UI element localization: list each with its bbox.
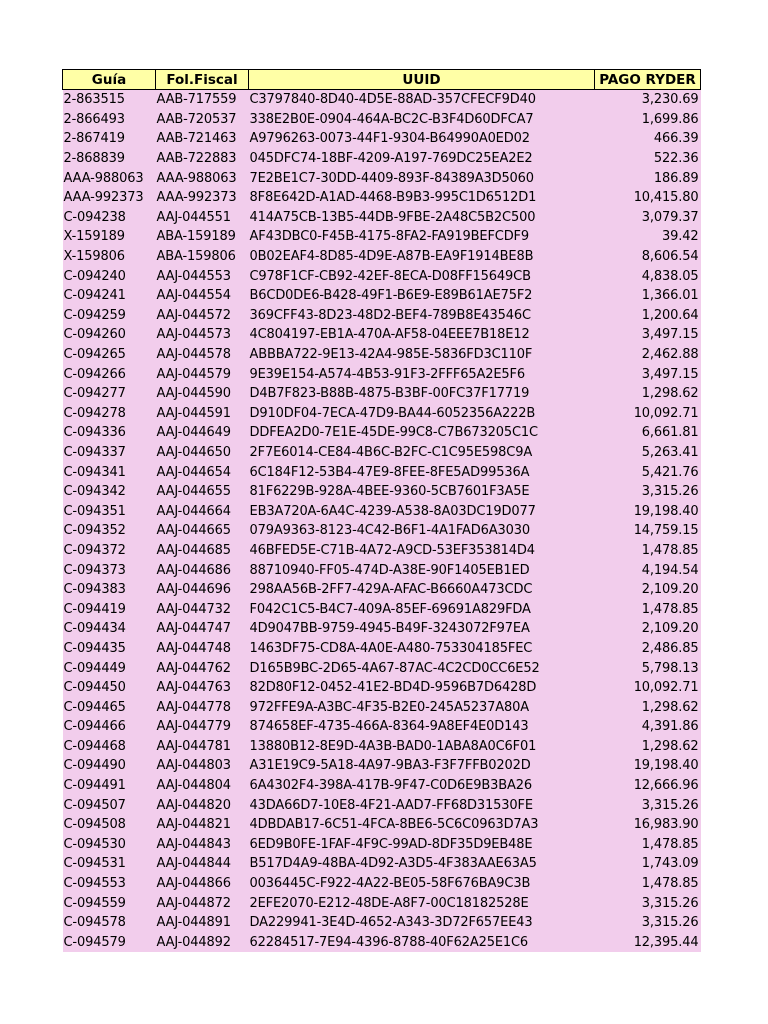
table-row <box>63 737 701 757</box>
guia-cell: C-094373 <box>63 560 156 580</box>
pago-ryder-cell: 10,092.71 <box>595 404 701 424</box>
fol-fiscal-cell: AAJ-044866 <box>156 874 249 894</box>
guia-cell: C-094434 <box>63 619 156 639</box>
table-row <box>63 247 701 267</box>
uuid-cell: 298AA56B-2FF7-429A-AFAC-B6660A473CDC <box>249 580 595 600</box>
guia-cell: C-094383 <box>63 580 156 600</box>
guia-cell: C-094240 <box>63 266 156 286</box>
uuid-cell: 46BFED5E-C71B-4A72-A9CD-53EF353814D4 <box>249 541 595 561</box>
guia-cell: C-094352 <box>63 521 156 541</box>
uuid-cell: 874658EF-4735-466A-8364-9A8EF4E0D143 <box>249 717 595 737</box>
fol-fiscal-cell: AAJ-044572 <box>156 306 249 326</box>
guia-cell: C-094341 <box>63 462 156 482</box>
table-row <box>63 541 701 561</box>
pago-ryder-cell: 3,315.26 <box>595 893 701 913</box>
guia-cell: X-159806 <box>63 247 156 267</box>
table-row <box>63 364 701 384</box>
guia-cell: AAA-988063 <box>63 168 156 188</box>
fol-fiscal-cell: AAB-720537 <box>156 110 249 130</box>
pago-ryder-cell: 16,983.90 <box>595 815 701 835</box>
table-row <box>63 168 701 188</box>
guia-cell: C-094336 <box>63 423 156 443</box>
uuid-cell: B6CD0DE6-B428-49F1-B6E9-E89B61AE75F2 <box>249 286 595 306</box>
guia-cell: C-094435 <box>63 639 156 659</box>
fol-fiscal-cell: AAJ-044554 <box>156 286 249 306</box>
uuid-cell: 6A4302F4-398A-417B-9F47-C0D6E9B3BA26 <box>249 776 595 796</box>
table-row <box>63 835 701 855</box>
uuid-cell: D165B9BC-2D65-4A67-87AC-4C2CD0CC6E52 <box>249 658 595 678</box>
pago-ryder-cell: 1,743.09 <box>595 854 701 874</box>
fol-fiscal-cell: AAJ-044685 <box>156 541 249 561</box>
guia-cell: 2-868839 <box>63 149 156 169</box>
table-row <box>63 325 701 345</box>
fol-fiscal-cell: ABA-159189 <box>156 227 249 247</box>
table-row <box>63 423 701 443</box>
pago-ryder-cell: 10,415.80 <box>595 188 701 208</box>
fol-fiscal-cell: AAJ-044573 <box>156 325 249 345</box>
table-row <box>63 815 701 835</box>
pago-ryder-cell: 2,109.20 <box>595 580 701 600</box>
fol-fiscal-cell: AAJ-044781 <box>156 737 249 757</box>
fol-fiscal-cell: AAJ-044650 <box>156 443 249 463</box>
table-row <box>63 208 701 228</box>
fol-fiscal-cell: AAB-717559 <box>156 90 249 110</box>
fol-fiscal-cell: AAJ-044891 <box>156 913 249 933</box>
table-row <box>63 933 701 953</box>
pago-ryder-cell: 3,315.26 <box>595 482 701 502</box>
fol-fiscal-cell: AAJ-044762 <box>156 658 249 678</box>
table-row <box>63 756 701 776</box>
uuid-cell: 2F7E6014-CE84-4B6C-B2FC-C1C95E598C9A <box>249 443 595 463</box>
table-row <box>63 580 701 600</box>
table-row <box>63 854 701 874</box>
pago-ryder-cell: 4,838.05 <box>595 266 701 286</box>
guia-cell: C-094508 <box>63 815 156 835</box>
uuid-cell: 62284517-7E94-4396-8788-40F62A25E1C6 <box>249 933 595 953</box>
guia-cell: C-094530 <box>63 835 156 855</box>
fol-fiscal-cell: AAJ-044553 <box>156 266 249 286</box>
fol-fiscal-cell: AAA-988063 <box>156 168 249 188</box>
pago-ryder-cell: 1,478.85 <box>595 599 701 619</box>
pago-ryder-cell: 14,759.15 <box>595 521 701 541</box>
pago-ryder-cell: 3,497.15 <box>595 364 701 384</box>
fol-fiscal-cell: ABA-159806 <box>156 247 249 267</box>
guia-cell: C-094507 <box>63 795 156 815</box>
pago-ryder-cell: 19,198.40 <box>595 756 701 776</box>
pago-ryder-cell: 2,486.85 <box>595 639 701 659</box>
table-row <box>63 560 701 580</box>
header-uuid: UUID <box>249 70 595 90</box>
uuid-cell: B517D4A9-48BA-4D92-A3D5-4F383AAE63A5 <box>249 854 595 874</box>
guia-cell: C-094238 <box>63 208 156 228</box>
pago-ryder-cell: 3,079.37 <box>595 208 701 228</box>
fol-fiscal-cell: AAJ-044779 <box>156 717 249 737</box>
table-row <box>63 443 701 463</box>
guia-cell: C-094491 <box>63 776 156 796</box>
uuid-cell: C3797840-8D40-4D5E-88AD-357CFECF9D40 <box>249 90 595 110</box>
table-row <box>63 306 701 326</box>
table-row <box>63 678 701 698</box>
pago-ryder-cell: 3,497.15 <box>595 325 701 345</box>
guia-cell: 2-863515 <box>63 90 156 110</box>
pago-ryder-cell: 4,194.54 <box>595 560 701 580</box>
fol-fiscal-cell: AAJ-044551 <box>156 208 249 228</box>
table-row <box>63 619 701 639</box>
pago-ryder-cell: 1,200.64 <box>595 306 701 326</box>
table-row <box>63 482 701 502</box>
pago-ryder-cell: 3,315.26 <box>595 913 701 933</box>
uuid-cell: 2EFE2070-E212-48DE-A8F7-00C18182528E <box>249 893 595 913</box>
guia-cell: C-094578 <box>63 913 156 933</box>
fol-fiscal-cell: AAJ-044778 <box>156 697 249 717</box>
pago-ryder-cell: 5,421.76 <box>595 462 701 482</box>
pago-ryder-cell: 522.36 <box>595 149 701 169</box>
table-row <box>63 149 701 169</box>
guia-cell: X-159189 <box>63 227 156 247</box>
pago-ryder-cell: 8,606.54 <box>595 247 701 267</box>
guia-cell: C-094466 <box>63 717 156 737</box>
fol-fiscal-cell: AAJ-044578 <box>156 345 249 365</box>
table-row <box>63 462 701 482</box>
guia-cell: AAA-992373 <box>63 188 156 208</box>
uuid-cell: 338E2B0E-0904-464A-BC2C-B3F4D60DFCA7 <box>249 110 595 130</box>
table-row <box>63 913 701 933</box>
pago-ryder-cell: 19,198.40 <box>595 501 701 521</box>
pago-ryder-cell: 5,798.13 <box>595 658 701 678</box>
guia-cell: C-094465 <box>63 697 156 717</box>
pago-ryder-cell: 39.42 <box>595 227 701 247</box>
header-row <box>63 70 701 90</box>
fol-fiscal-cell: AAJ-044579 <box>156 364 249 384</box>
pago-ryder-cell: 2,462.88 <box>595 345 701 365</box>
fol-fiscal-cell: AAJ-044655 <box>156 482 249 502</box>
table-row <box>63 717 701 737</box>
fol-fiscal-cell: AAJ-044872 <box>156 893 249 913</box>
fol-fiscal-cell: AAJ-044747 <box>156 619 249 639</box>
uuid-cell: A31E19C9-5A18-4A97-9BA3-F3F7FFB0202D <box>249 756 595 776</box>
pago-ryder-cell: 466.39 <box>595 129 701 149</box>
fol-fiscal-cell: AAJ-044763 <box>156 678 249 698</box>
table-row <box>63 874 701 894</box>
guia-cell: C-094531 <box>63 854 156 874</box>
fol-fiscal-cell: AAJ-044820 <box>156 795 249 815</box>
uuid-cell: 0B02EAF4-8D85-4D9E-A87B-EA9F1914BE8B <box>249 247 595 267</box>
uuid-cell: 88710940-FF05-474D-A38E-90F1405EB1ED <box>249 560 595 580</box>
table-row <box>63 129 701 149</box>
uuid-cell: 079A9363-8123-4C42-B6F1-4A1FAD6A3030 <box>249 521 595 541</box>
pago-ryder-cell: 1,298.62 <box>595 737 701 757</box>
pago-ryder-cell: 1,298.62 <box>595 384 701 404</box>
uuid-cell: 1463DF75-CD8A-4A0E-A480-753304185FEC <box>249 639 595 659</box>
uuid-cell: 43DA66D7-10E8-4F21-AAD7-FF68D31530FE <box>249 795 595 815</box>
uuid-cell: DA229941-3E4D-4652-A343-3D72F657EE43 <box>249 913 595 933</box>
pago-ryder-cell: 1,298.62 <box>595 697 701 717</box>
uuid-cell: 414A75CB-13B5-44DB-9FBE-2A48C5B2C500 <box>249 208 595 228</box>
table-row <box>63 639 701 659</box>
table-row <box>63 697 701 717</box>
pago-ryder-cell: 6,661.81 <box>595 423 701 443</box>
uuid-cell: 0036445C-F922-4A22-BE05-58F676BA9C3B <box>249 874 595 894</box>
uuid-cell: 8F8E642D-A1AD-4468-B9B3-995C1D6512D1 <box>249 188 595 208</box>
fol-fiscal-cell: AAJ-044821 <box>156 815 249 835</box>
uuid-cell: 4C804197-EB1A-470A-AF58-04EEE7B18E12 <box>249 325 595 345</box>
pago-ryder-cell: 5,263.41 <box>595 443 701 463</box>
table-row <box>63 404 701 424</box>
guia-cell: C-094450 <box>63 678 156 698</box>
uuid-cell: 13880B12-8E9D-4A3B-BAD0-1ABA8A0C6F01 <box>249 737 595 757</box>
uuid-cell: AF43DBC0-F45B-4175-8FA2-FA919BEFCDF9 <box>249 227 595 247</box>
guia-cell: C-094241 <box>63 286 156 306</box>
uuid-cell: D4B7F823-B88B-4875-B3BF-00FC37F17719 <box>249 384 595 404</box>
table-row <box>63 188 701 208</box>
header-fol-fiscal: Fol.Fiscal <box>156 70 249 90</box>
pago-ryder-cell: 2,109.20 <box>595 619 701 639</box>
fol-fiscal-cell: AAJ-044649 <box>156 423 249 443</box>
table-row <box>63 286 701 306</box>
uuid-cell: 045DFC74-18BF-4209-A197-769DC25EA2E2 <box>249 149 595 169</box>
table-row <box>63 110 701 130</box>
table-row <box>63 658 701 678</box>
fol-fiscal-cell: AAJ-044654 <box>156 462 249 482</box>
fol-fiscal-cell: AAJ-044844 <box>156 854 249 874</box>
pago-ryder-cell: 1,478.85 <box>595 541 701 561</box>
pago-ryder-cell: 10,092.71 <box>595 678 701 698</box>
fol-fiscal-cell: AAB-722883 <box>156 149 249 169</box>
uuid-cell: 4D9047BB-9759-4945-B49F-3243072F97EA <box>249 619 595 639</box>
guia-cell: C-094419 <box>63 599 156 619</box>
fol-fiscal-cell: AAB-721463 <box>156 129 249 149</box>
table-row <box>63 795 701 815</box>
uuid-cell: 972FFE9A-A3BC-4F35-B2E0-245A5237A80A <box>249 697 595 717</box>
guia-cell: C-094278 <box>63 404 156 424</box>
uuid-cell: A9796263-0073-44F1-9304-B64990A0ED02 <box>249 129 595 149</box>
uuid-cell: 7E2BE1C7-30DD-4409-893F-84389A3D5060 <box>249 168 595 188</box>
pago-ryder-cell: 12,666.96 <box>595 776 701 796</box>
table-row <box>63 90 701 110</box>
guia-cell: C-094468 <box>63 737 156 757</box>
table-row <box>63 227 701 247</box>
guia-cell: C-094553 <box>63 874 156 894</box>
pago-ryder-cell: 1,478.85 <box>595 874 701 894</box>
guia-cell: C-094342 <box>63 482 156 502</box>
guia-cell: C-094277 <box>63 384 156 404</box>
table-row <box>63 521 701 541</box>
guia-cell: 2-866493 <box>63 110 156 130</box>
header-guia: Guía <box>63 70 156 90</box>
table-row <box>63 384 701 404</box>
table-row <box>63 893 701 913</box>
guia-cell: C-094372 <box>63 541 156 561</box>
pago-ryder-cell: 4,391.86 <box>595 717 701 737</box>
pago-ryder-cell: 12,395.44 <box>595 933 701 953</box>
pago-ryder-cell: 3,315.26 <box>595 795 701 815</box>
table-row <box>63 599 701 619</box>
guia-cell: C-094579 <box>63 933 156 953</box>
guia-cell: C-094449 <box>63 658 156 678</box>
table-row <box>63 345 701 365</box>
fol-fiscal-cell: AAJ-044892 <box>156 933 249 953</box>
pago-ryder-cell: 3,230.69 <box>595 90 701 110</box>
guia-cell: C-094490 <box>63 756 156 776</box>
guia-cell: 2-867419 <box>63 129 156 149</box>
fol-fiscal-cell: AAJ-044664 <box>156 501 249 521</box>
table-row <box>63 776 701 796</box>
uuid-cell: D910DF04-7ECA-47D9-BA44-6052356A222B <box>249 404 595 424</box>
fol-fiscal-cell: AAJ-044732 <box>156 599 249 619</box>
pago-ryder-cell: 1,478.85 <box>595 835 701 855</box>
fol-fiscal-cell: AAJ-044591 <box>156 404 249 424</box>
pago-ryder-cell: 1,366.01 <box>595 286 701 306</box>
guia-cell: C-094337 <box>63 443 156 463</box>
guia-cell: C-094266 <box>63 364 156 384</box>
uuid-cell: ABBBA722-9E13-42A4-985E-5836FD3C110F <box>249 345 595 365</box>
header-pago-ryder: PAGO RYDER <box>595 70 701 90</box>
uuid-cell: 82D80F12-0452-41E2-BD4D-9596B7D6428D <box>249 678 595 698</box>
table-row <box>63 266 701 286</box>
table-row <box>63 501 701 521</box>
pago-ryder-cell: 186.89 <box>595 168 701 188</box>
fol-fiscal-cell: AAJ-044804 <box>156 776 249 796</box>
fol-fiscal-cell: AAA-992373 <box>156 188 249 208</box>
uuid-cell: 6C184F12-53B4-47E9-8FEE-8FE5AD99536A <box>249 462 595 482</box>
fol-fiscal-cell: AAJ-044686 <box>156 560 249 580</box>
fol-fiscal-cell: AAJ-044590 <box>156 384 249 404</box>
uuid-cell: C978F1CF-CB92-42EF-8ECA-D08FF15649CB <box>249 266 595 286</box>
uuid-cell: 9E39E154-A574-4B53-91F3-2FFF65A2E5F6 <box>249 364 595 384</box>
uuid-cell: EB3A720A-6A4C-4239-A538-8A03DC19D077 <box>249 501 595 521</box>
guia-cell: C-094265 <box>63 345 156 365</box>
uuid-cell: F042C1C5-B4C7-409A-85EF-69691A829FDA <box>249 599 595 619</box>
uuid-cell: 369CFF43-8D23-48D2-BEF4-789B8E43546C <box>249 306 595 326</box>
uuid-cell: 4DBDAB17-6C51-4FCA-8BE6-5C6C0963D7A3 <box>249 815 595 835</box>
guia-cell: C-094259 <box>63 306 156 326</box>
uuid-cell: 6ED9B0FE-1FAF-4F9C-99AD-8DF35D9EB48E <box>249 835 595 855</box>
uuid-cell: DDFEA2D0-7E1E-45DE-99C8-C7B673205C1C <box>249 423 595 443</box>
fol-fiscal-cell: AAJ-044748 <box>156 639 249 659</box>
uuid-cell: 81F6229B-928A-4BEE-9360-5CB7601F3A5E <box>249 482 595 502</box>
guia-cell: C-094351 <box>63 501 156 521</box>
fol-fiscal-cell: AAJ-044696 <box>156 580 249 600</box>
pago-ryder-cell: 1,699.86 <box>595 110 701 130</box>
payment-table <box>62 69 701 952</box>
guia-cell: C-094260 <box>63 325 156 345</box>
fol-fiscal-cell: AAJ-044665 <box>156 521 249 541</box>
guia-cell: C-094559 <box>63 893 156 913</box>
fol-fiscal-cell: AAJ-044843 <box>156 835 249 855</box>
fol-fiscal-cell: AAJ-044803 <box>156 756 249 776</box>
